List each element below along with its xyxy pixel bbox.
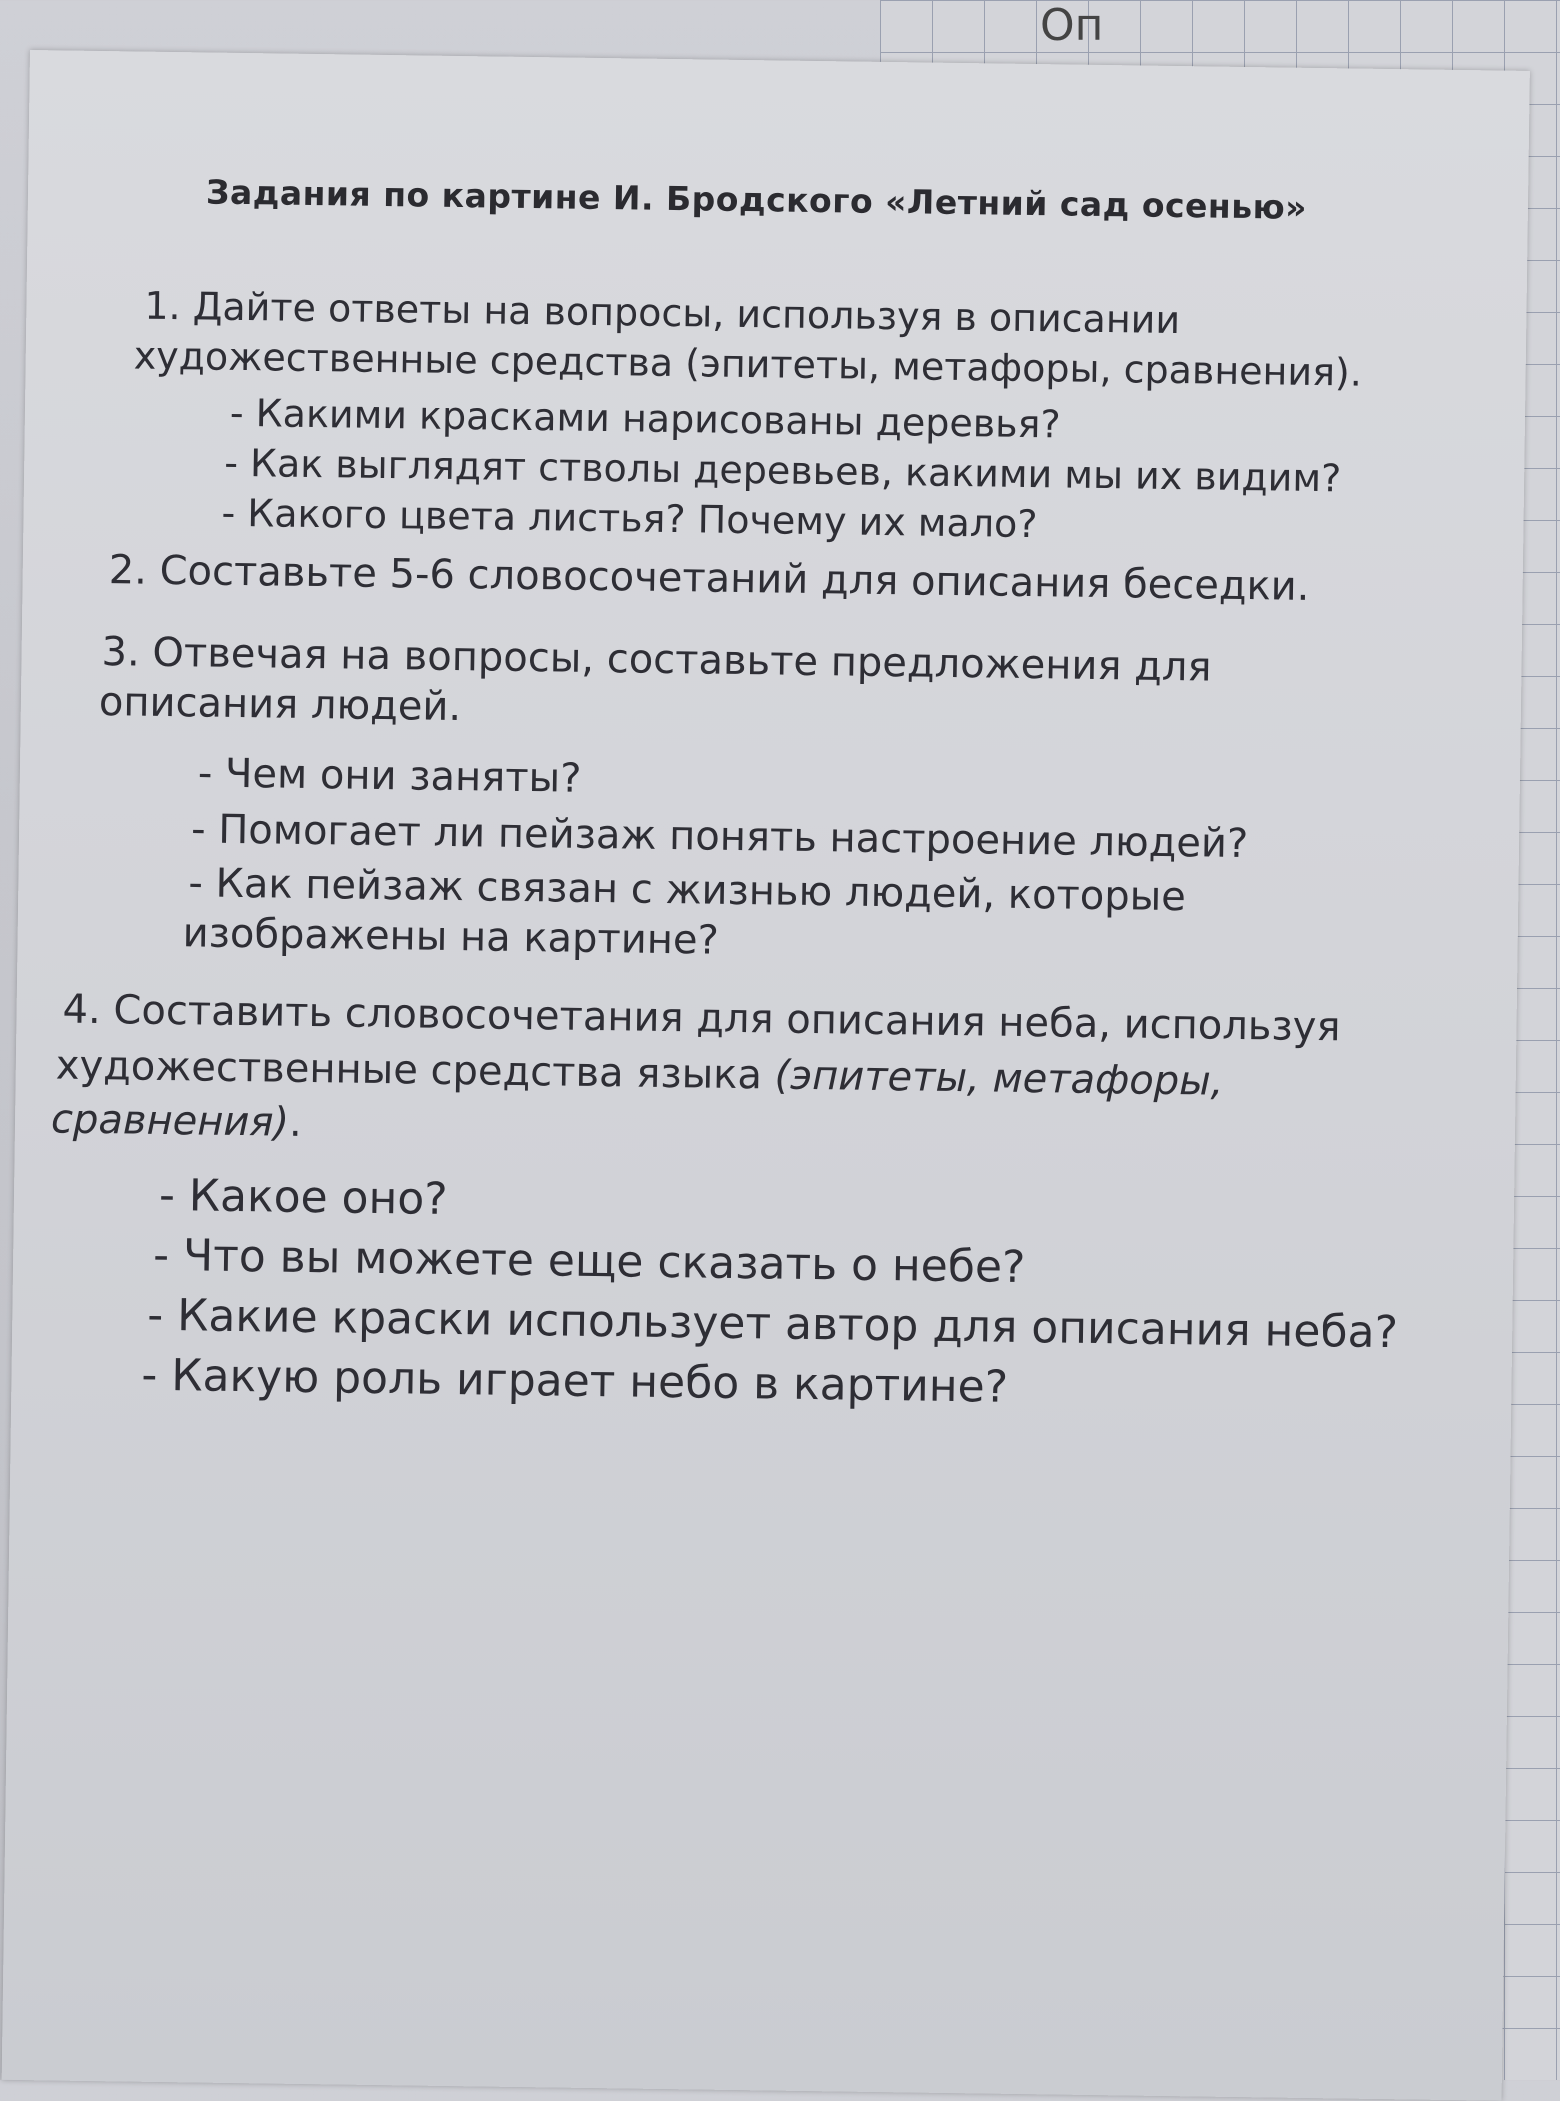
task4-line2-italic: (эпитеты, метафоры, xyxy=(774,1052,1224,1105)
handwritten-note: Оп xyxy=(1040,0,1104,51)
task4-question: - Что вы можете еще сказать о небе? xyxy=(152,1229,1026,1294)
task4-line3-plain: . xyxy=(288,1099,303,1146)
task2-line1: 2. Составьте 5-6 словосочетаний для описания беседки. xyxy=(108,547,1310,610)
task1-question: - Какими красками нарисованы деревья? xyxy=(229,390,1061,447)
task3-question: - Чем они заняты? xyxy=(197,750,582,802)
task3-question: - Как пейзаж связан с жизнью людей, которые xyxy=(188,860,1187,921)
task4-question: - Какие краски использует автор для описания неба? xyxy=(146,1289,1399,1359)
task1-question: - Какого цвета листья? Почему их мало? xyxy=(221,490,1038,547)
task3-line2: описания людей. xyxy=(98,679,462,731)
task1-line2: художественные средства (эпитеты, метафоры, сравнения). xyxy=(133,333,1363,395)
task4-line1: 4. Составить словосочетания для описания неба, используя xyxy=(62,986,1341,1051)
task1-line1: 1. Дайте ответы на вопросы, используя в описании xyxy=(144,283,1181,343)
task3-question: - Помогает ли пейзаж понять настроение людей? xyxy=(190,806,1249,868)
task4-line3-italic: сравнения) xyxy=(50,1096,290,1146)
task1-question: - Как выглядят стволы деревьев, какими мы их видим? xyxy=(223,440,1342,501)
page-title: Задания по картине И. Бродского «Летний сад осенью» xyxy=(205,172,1308,227)
worksheet xyxy=(2,50,1530,2101)
task3-line1: 3. Отвечая на вопросы, составьте предложения для xyxy=(101,629,1212,691)
task3-question: изображены на картине? xyxy=(182,910,720,964)
task4-line2 xyxy=(56,1042,1224,1104)
task4-line3 xyxy=(51,1096,302,1145)
task4-question: - Какую роль играет небо в картине? xyxy=(141,1349,1009,1413)
task4-question: - Какое оно? xyxy=(158,1169,448,1225)
task4-line2-plain: художественные средства языка xyxy=(55,1042,775,1099)
